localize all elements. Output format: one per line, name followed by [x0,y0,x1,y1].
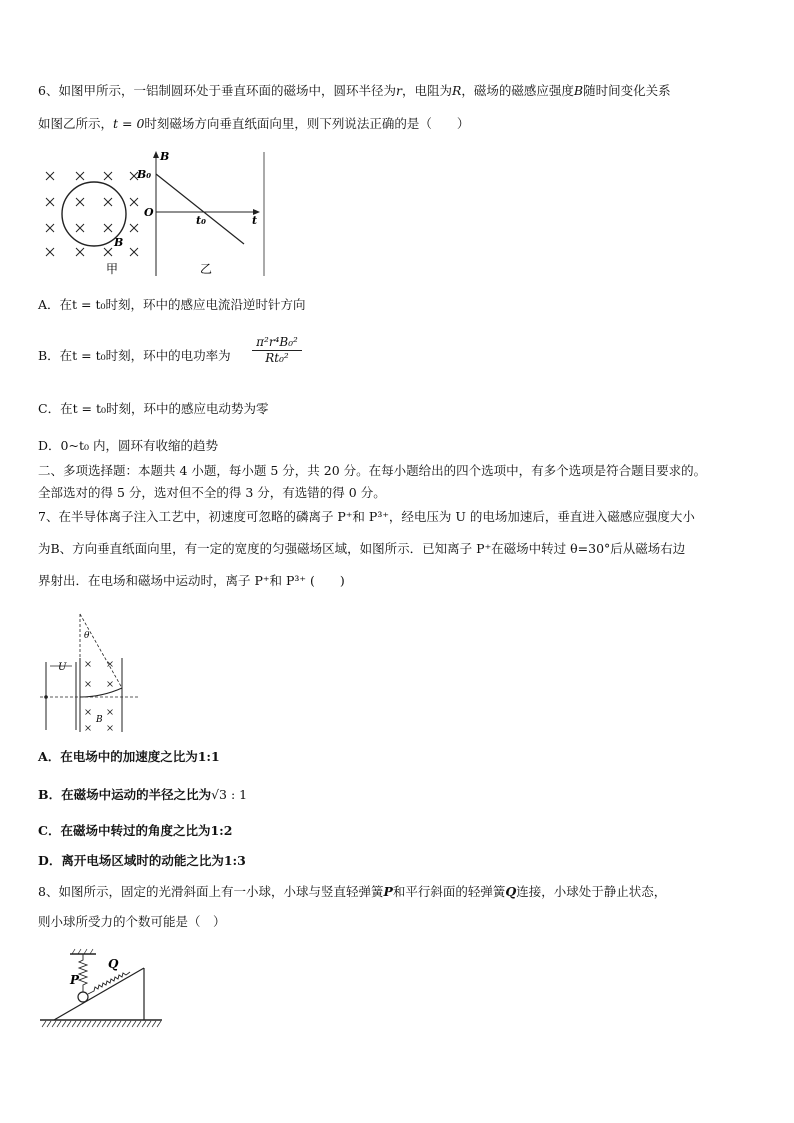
var-B: B [573,83,584,98]
hatch-mark [87,1021,91,1027]
hatch-mark [67,1021,71,1027]
section-2-line-1: 二、多项选择题：本题共 4 小题，每小题 5 分，共 20 分。在每小题给出的四个选项中，有多个选项是符合题目要求的。 [38,463,707,478]
q8-figure [40,948,165,1033]
q6-text: 时刻磁场方向垂直纸面向里，则下列说法正确的是（ ） [144,116,470,131]
q7-option-b-text: B．在磁场中运动的半径之比为 [38,787,212,802]
q8-incline [54,968,144,1020]
var-P: P [383,884,393,899]
q8-line-1 [38,884,666,900]
q7-ion-source [44,695,48,699]
q8-spring-q [88,972,130,994]
hatch-mark [142,1021,146,1027]
hatch-mark [97,1021,101,1027]
q6-line-2 [38,116,469,132]
q6-option-b-fraction [252,335,302,365]
q7-theta-label: θ [84,631,90,641]
q7-line-2: 为B、方向垂直纸面向里，有一定的宽度的匀强磁场区域，如图所示．已知离子 P⁺在磁场中转过 θ=30°后从磁场右边 [38,541,686,556]
hatch-mark [72,1021,76,1027]
hatch-mark [42,1021,46,1027]
hatch-mark [127,1021,131,1027]
var-r: r [395,83,402,98]
q7-line-3: 界射出．在电场和磁场中运动时，离子 P⁺和 P³⁺ ( ) [38,573,345,588]
q7-option-a: A．在电场中的加速度之比为1:1 [38,749,220,764]
q6-cross-field [46,172,138,256]
q8-text: 和平行斜面的轻弹簧 [392,884,506,899]
q8-text: 连接，小球处于静止状态， [516,884,667,899]
q6-text: ，电阻为 [401,83,452,98]
q7-option-d: D．离开电场区域时的动能之比为1:3 [38,853,246,868]
q6-fraction-numerator: π²r⁴B₀² [252,335,302,351]
q7-option-b [38,787,247,803]
q7-option-b-value: √3 : 1 [211,787,248,802]
q6-t-equation: t = 0 [113,116,145,131]
q6-graph-b-line [156,174,244,244]
hatch-mark [112,1021,116,1027]
q8-ceiling-hatch [72,949,93,954]
hatch-mark [57,1021,61,1027]
hatch-mark [122,1021,126,1027]
hatch-mark [157,1021,161,1027]
q7-line-1: 7、在半导体离子注入工艺中，初速度可忽略的磷离子 P⁺和 P³⁺，经电压为 U 的电场加速后，垂直进入磁感应强度大小 [38,509,695,524]
q6-label-yi: 乙 [200,262,213,276]
q6-option-b-text: B．在t = t₀时刻，环中的电功率为 [38,348,231,363]
q6-option-d: D．0~t₀ 内，圆环有收缩的趋势 [38,438,218,453]
q6-figure [40,148,280,280]
q6-text: 6、如图甲所示，一铝制圆环处于垂直环面的磁场中，圆环半径为 [38,83,396,98]
q6-graph-t0-label: t₀ [196,214,206,227]
q6-line-1 [38,83,671,99]
q7-radius-line-2 [80,614,122,688]
q8-line-2: 则小球所受力的个数可能是（ ） [38,914,226,929]
q6-option-a: A．在t = t₀时刻，环中的感应电流沿逆时针方向 [38,297,306,312]
q7-figure [40,612,150,734]
q8-text: 8、如图所示，固定的光滑斜面上有一小球，小球与竖直轻弹簧 [38,884,384,899]
q6-text: ，磁场的磁感应强度 [461,83,574,98]
q6-graph-b-axis-label: B [160,150,170,163]
hatch-mark [92,1021,96,1027]
q6-label-jia: 甲 [106,262,119,276]
q6-fraction-denominator: Rt₀² [265,351,289,365]
hatch-mark [82,1021,86,1027]
hatch-mark [107,1021,111,1027]
q8-ground-hatch [42,1021,161,1027]
q7-ion-path [80,688,122,697]
q6-text: 随时间变化关系 [583,83,671,98]
q7-b-label: B [96,715,103,725]
q8-label-p: P [70,973,80,987]
q7-option-c: C．在磁场中转过的角度之比为1:2 [38,823,233,838]
q8-label-q: Q [108,957,119,971]
hatch-mark [62,1021,66,1027]
q8-ball [78,992,88,1002]
q7-voltage-label: U [58,662,67,673]
var-Q: Q [505,884,517,899]
hatch-mark [117,1021,121,1027]
var-R: R [451,83,462,98]
q6-graph-origin-label: O [144,206,154,219]
q6-ring-b-label: B [114,236,124,249]
hatch-mark [47,1021,51,1027]
hatch-mark [137,1021,141,1027]
hatch-mark [152,1021,156,1027]
q6-graph-b0-label: B₀ [137,168,152,181]
q6-graph-y-arrow [153,151,159,158]
q6-graph-t-axis-label: t [252,214,258,227]
q6-option-b [38,348,231,364]
q6-option-c: C．在t = t₀时刻，环中的感应电动势为零 [38,401,269,416]
hatch-mark [52,1021,56,1027]
hatch-mark [147,1021,151,1027]
hatch-mark [77,1021,81,1027]
q8-spring-p [79,954,87,992]
hatch-mark [132,1021,136,1027]
q6-text: 如图乙所示， [38,116,114,131]
section-2-line-2: 全部选对的得 5 分，选对但不全的得 3 分，有选错的得 0 分。 [38,485,386,500]
hatch-mark [102,1021,106,1027]
